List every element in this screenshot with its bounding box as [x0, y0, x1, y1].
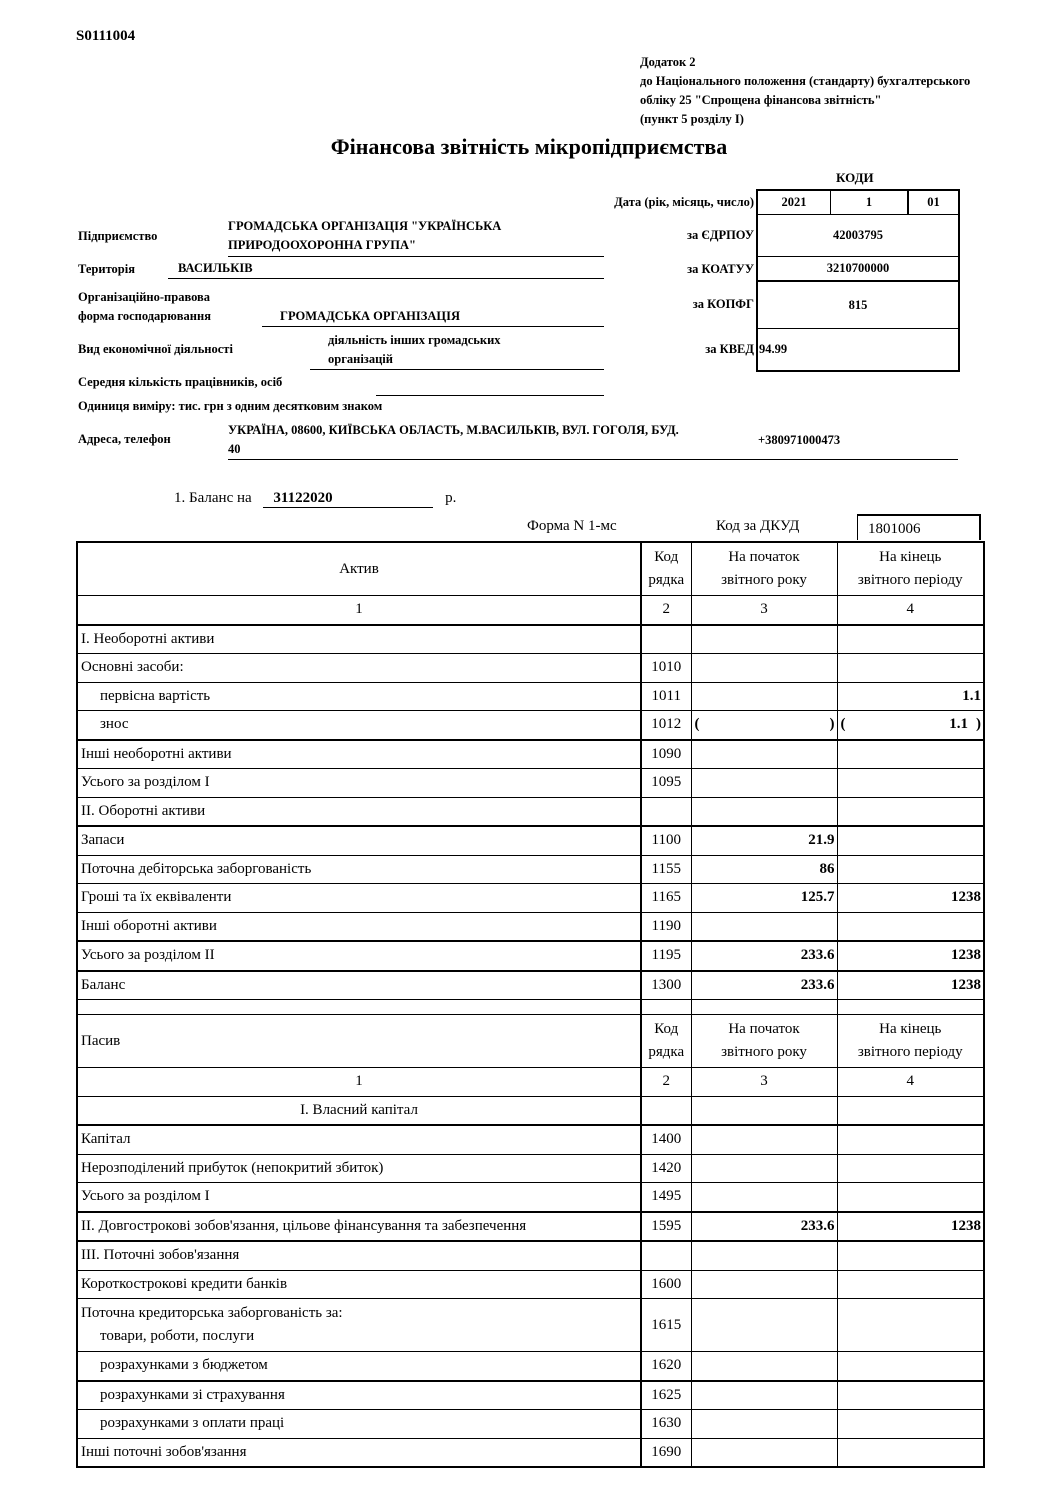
address-line2: 40 [228, 442, 241, 456]
koatuu-label: за КОАТУУ [687, 262, 754, 276]
row-start-value [691, 1381, 837, 1410]
code-header-line2: рядка [648, 572, 685, 588]
row-label: Капітал [77, 1125, 641, 1154]
row-end-value [837, 740, 984, 769]
row-end-value [837, 1241, 984, 1270]
row-label: ІІІ. Поточні зобов'язання [77, 1241, 641, 1270]
row-code: 1195 [641, 941, 691, 971]
kopfg-label: за КОПФГ [692, 297, 754, 311]
table-row [77, 1125, 984, 1154]
row-start-value: 233.6 [691, 941, 837, 971]
start-header-line1: На початок [728, 549, 800, 565]
edrpou-label: за ЄДРПОУ [686, 228, 754, 242]
legal-form-label-line2: форма господарювання [78, 309, 211, 323]
row-label: Інші поточні зобов'язання [77, 1438, 641, 1467]
annex-note [640, 53, 970, 129]
kved-value-row [758, 329, 958, 370]
row-end-value [837, 1125, 984, 1154]
row-label: І. Власний капітал [77, 1096, 641, 1125]
legal-form-label [78, 288, 211, 326]
unit-label: Одиниця виміру: тис. грн з одним десятковим знаком [78, 399, 383, 413]
paren-close: ) [829, 716, 835, 733]
kved-value: 94.99 [759, 342, 788, 356]
col-number: 4 [837, 1068, 984, 1097]
enterprise-name-line2: ПРИРОДООХОРОННА ГРУПА" [228, 238, 416, 252]
table-row [77, 826, 984, 855]
row-code: 1011 [641, 682, 691, 711]
row-label: розрахунками з оплати праці [77, 1410, 641, 1439]
row-end-value [837, 1270, 984, 1299]
balance-suffix: р. [445, 490, 457, 506]
assets-header: Актив [77, 542, 641, 596]
row-end-value [837, 797, 984, 826]
employees-value [376, 376, 604, 396]
row-code: 1010 [641, 654, 691, 683]
row-start-value [691, 711, 837, 740]
table-row [77, 941, 984, 971]
row-start-value [691, 1438, 837, 1467]
row-label: розрахунками зі страхування [77, 1381, 641, 1410]
row-start-value: 21.9 [691, 826, 837, 855]
row-code: 1155 [641, 855, 691, 884]
start-header-line2: звітного року [721, 1044, 807, 1060]
kopfg-value: 815 [758, 282, 958, 329]
table-row [77, 769, 984, 798]
annex-line: обліку 25 "Спрощена фінансова звітність" [640, 93, 882, 107]
address-field [228, 421, 958, 460]
legal-form-label-line1: Організаційно-правова [78, 290, 211, 304]
row-end-value [837, 1183, 984, 1212]
table-row [77, 1352, 984, 1381]
col-number: 2 [641, 596, 691, 625]
date-day: 01 [927, 195, 940, 209]
territory-value: ВАСИЛЬКІВ [168, 259, 604, 279]
employees-label: Середня кількість працівників, осіб [78, 375, 283, 389]
row-end-value [837, 625, 984, 654]
row-code: 1495 [641, 1183, 691, 1212]
code-header [641, 1015, 691, 1068]
row-end-value [837, 1381, 984, 1410]
row-code: 1615 [641, 1299, 691, 1352]
table-row [77, 1096, 984, 1125]
row-start-value: 86 [691, 855, 837, 884]
territory-label: Територія [78, 262, 135, 276]
table-row [77, 625, 984, 654]
row-start-value [691, 1125, 837, 1154]
table-row [77, 797, 984, 826]
depreciation-end: 1.1 [949, 716, 968, 733]
row-label: розрахунками з бюджетом [77, 1352, 641, 1381]
legal-form-value: ГРОМАДСЬКА ОРГАНІЗАЦІЯ [262, 307, 604, 327]
table-row [77, 1438, 984, 1467]
annex-line: до Національного положення (стандарту) бухгалтерського [640, 74, 971, 88]
balance-date: 31122020 [263, 490, 433, 508]
spacer-cell [77, 1000, 641, 1015]
liabilities-header-row [77, 1015, 984, 1068]
row-label: Усього за розділом І [77, 1183, 641, 1212]
row-start-value: 125.7 [691, 884, 837, 913]
row-code: 1630 [641, 1410, 691, 1439]
row-end-value [837, 1154, 984, 1183]
row-code: 1600 [641, 1270, 691, 1299]
col-number: 4 [837, 596, 984, 625]
table-row [77, 740, 984, 769]
row-code: 1420 [641, 1154, 691, 1183]
spacer-cell [691, 1000, 837, 1015]
table-row [77, 711, 984, 740]
row-code: 1625 [641, 1381, 691, 1410]
form-name: Форма N 1-мс [527, 518, 617, 534]
activity-label: Вид економічної діяльності [78, 342, 233, 356]
row-start-value [691, 1270, 837, 1299]
row-start-value [691, 1410, 837, 1439]
end-header-line1: На кінець [879, 1021, 942, 1037]
row-code: 1100 [641, 826, 691, 855]
row-end-value [837, 654, 984, 683]
col-number: 3 [691, 1068, 837, 1097]
table-row [77, 1381, 984, 1410]
activity-line1: діяльність інших громадських [328, 333, 501, 347]
start-header-line2: звітного року [721, 572, 807, 588]
row-code: 1012 [641, 711, 691, 740]
row-end-value: 1238 [837, 971, 984, 1000]
date-label: Дата (рік, місяць, число) [614, 195, 754, 209]
codes-box [756, 189, 960, 372]
table-row [77, 1183, 984, 1212]
row-code: 1165 [641, 884, 691, 913]
table-row [77, 1241, 984, 1270]
row-end-value [837, 855, 984, 884]
row-code: 1595 [641, 1212, 691, 1242]
row-code: 1620 [641, 1352, 691, 1381]
end-header-line2: звітного періоду [857, 572, 963, 588]
row-code: 1690 [641, 1438, 691, 1467]
row-end-value [837, 1410, 984, 1439]
table-row [77, 682, 984, 711]
row-start-value: 233.6 [691, 971, 837, 1000]
edrpou-value: 42003795 [758, 215, 958, 257]
annex-line: (пункт 5 розділу І) [640, 112, 744, 126]
assets-header-row [77, 542, 984, 596]
row-start-value [691, 682, 837, 711]
row-end-value: 1.1 [837, 682, 984, 711]
koatuu-value: 3210700000 [758, 257, 958, 282]
codes-header: КОДИ [836, 170, 874, 185]
phone-value: +380971000473 [758, 433, 841, 447]
row-code: 1095 [641, 769, 691, 798]
page-title: Фінансова звітність мікропідприємства [330, 134, 728, 159]
start-header-line1: На початок [728, 1021, 800, 1037]
row-label: знос [77, 711, 641, 740]
balance-prefix: 1. Баланс на [174, 490, 252, 506]
row-start-value [691, 1299, 837, 1352]
row-end-value [837, 912, 984, 941]
row-label: ІІ. Оборотні активи [77, 797, 641, 826]
enterprise-name-line1: ГРОМАДСЬКА ОРГАНІЗАЦІЯ "УКРАЇНСЬКА [228, 219, 502, 233]
row-code: 1400 [641, 1125, 691, 1154]
activity-line2: організацій [328, 352, 393, 366]
row-end-value [837, 826, 984, 855]
column-numbers-row [77, 596, 984, 625]
row-label-line1: Поточна кредиторська заборгованість за: [81, 1305, 343, 1321]
row-code [641, 1241, 691, 1270]
row-label: Інші оборотні активи [77, 912, 641, 941]
row-start-value [691, 1352, 837, 1381]
table-row [77, 884, 984, 913]
balance-date-line [174, 490, 456, 508]
row-end-value: 1238 [837, 1212, 984, 1242]
spacer-cell [641, 1000, 691, 1015]
row-start-value [691, 625, 837, 654]
table-row [77, 1270, 984, 1299]
row-start-value [691, 654, 837, 683]
end-header-line2: звітного періоду [857, 1044, 963, 1060]
enterprise-label: Підприємство [78, 229, 158, 243]
row-label: Усього за розділом ІІ [77, 941, 641, 971]
dkud-label: Код за ДКУД [716, 518, 800, 534]
balance-table [76, 541, 985, 1468]
annex-line: Додаток 2 [640, 55, 696, 69]
row-label: Поточна дебіторська заборгованість [77, 855, 641, 884]
address-line1: УКРАЇНА, 08600, КИЇВСЬКА ОБЛАСТЬ, М.ВАСИЛЬКІВ, ВУЛ. ГОГОЛЯ, БУД. [228, 423, 679, 437]
row-end-value [837, 1096, 984, 1125]
row-label: Короткострокові кредити банків [77, 1270, 641, 1299]
table-row [77, 654, 984, 683]
row-code [641, 625, 691, 654]
paren-open: ( [694, 716, 700, 733]
address-label: Адреса, телефон [78, 432, 171, 446]
row-label: первісна вартість [77, 682, 641, 711]
table-row [77, 1410, 984, 1439]
date-year: 2021 [758, 191, 831, 214]
row-code [641, 1096, 691, 1125]
date-row [758, 191, 958, 215]
paren-close: ) [976, 716, 981, 733]
row-end-value [837, 711, 984, 740]
form-code: S0111004 [76, 28, 136, 44]
row-label: Гроші та їх еквіваленти [77, 884, 641, 913]
table-row [77, 855, 984, 884]
row-label: Нерозподілений прибуток (непокритий збиток) [77, 1154, 641, 1183]
col-number: 1 [77, 1068, 641, 1097]
row-end-value [837, 769, 984, 798]
activity-value [310, 331, 604, 370]
row-start-value [691, 1241, 837, 1270]
spacer-cell [837, 1000, 984, 1015]
code-header [641, 542, 691, 596]
row-start-value [691, 769, 837, 798]
row-code: 1190 [641, 912, 691, 941]
dkud-value: 1801006 [857, 514, 981, 540]
row-label-line2: товари, роботи, послуги [100, 1328, 255, 1344]
row-label: І. Необоротні активи [77, 625, 641, 654]
table-row [77, 971, 984, 1000]
row-start-value [691, 1183, 837, 1212]
row-code: 1300 [641, 971, 691, 1000]
table-row [77, 1212, 984, 1242]
row-start-value [691, 912, 837, 941]
row-end-value: 1238 [837, 941, 984, 971]
row-code [641, 797, 691, 826]
paren-open: ( [840, 716, 846, 733]
col-number: 2 [641, 1068, 691, 1097]
row-label: Усього за розділом І [77, 769, 641, 798]
row-label: ІІ. Довгострокові зобов'язання, цільове фінансування та забезпечення [77, 1212, 641, 1242]
row-start-value [691, 1154, 837, 1183]
code-header-line1: Код [654, 549, 679, 565]
row-end-value [837, 1352, 984, 1381]
row-label: Основні засоби: [77, 654, 641, 683]
row-label: Баланс [77, 971, 641, 1000]
spacer-row [77, 1000, 984, 1015]
liabilities-header: Пасив [77, 1015, 641, 1068]
col-number: 1 [77, 596, 641, 625]
col-number: 3 [691, 596, 837, 625]
row-end-value: 1238 [837, 884, 984, 913]
row-start-value [691, 1096, 837, 1125]
row-start-value [691, 740, 837, 769]
table-row [77, 912, 984, 941]
row-code: 1090 [641, 740, 691, 769]
row-end-value [837, 1438, 984, 1467]
table-row [77, 1154, 984, 1183]
row-start-value: 233.6 [691, 1212, 837, 1242]
row-label [77, 1299, 641, 1352]
end-header-line1: На кінець [879, 549, 942, 565]
kved-label: за КВЕД [705, 342, 754, 356]
row-end-value [837, 1299, 984, 1352]
table-row [77, 1299, 984, 1352]
row-label: Інші необоротні активи [77, 740, 641, 769]
column-numbers-row [77, 1068, 984, 1097]
date-month: 1 [831, 191, 909, 214]
row-start-value [691, 797, 837, 826]
code-header-line2: рядка [648, 1044, 685, 1060]
start-header [691, 542, 837, 596]
code-header-line1: Код [654, 1021, 679, 1037]
enterprise-field [228, 217, 604, 257]
start-header [691, 1015, 837, 1068]
end-header [837, 1015, 984, 1068]
row-label: Запаси [77, 826, 641, 855]
end-header [837, 542, 984, 596]
